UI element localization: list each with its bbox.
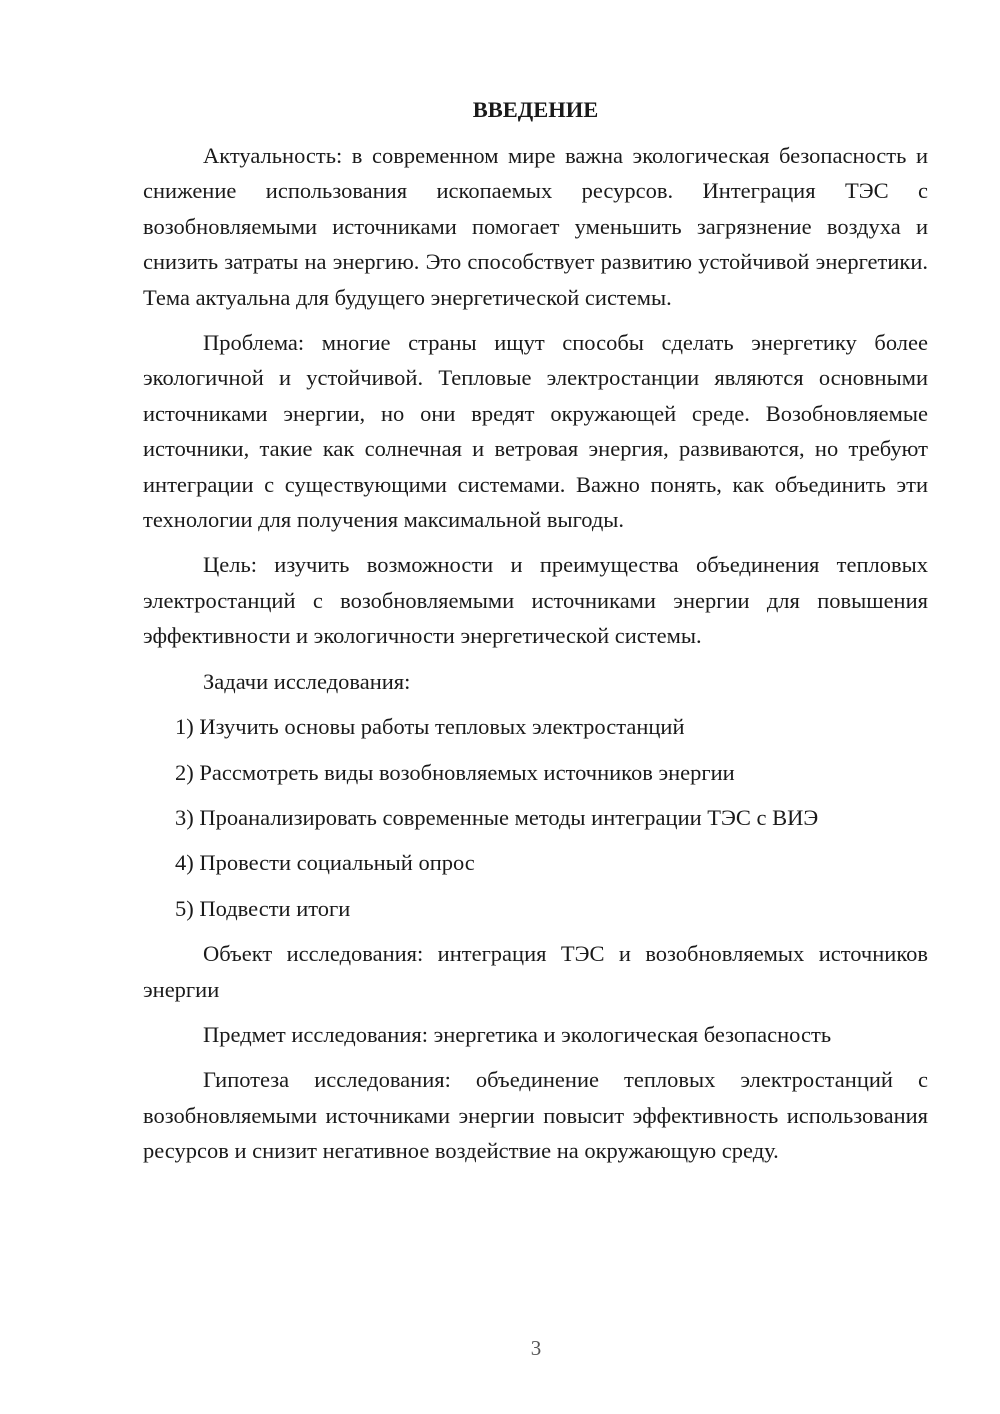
page-number: 3 [530,1336,542,1360]
task-item: 2) Рассмотреть виды возобновляемых источников энергии [175,759,735,785]
subject-paragraph: Предмет исследования: энергетика и экологическая безопасность [203,1021,832,1047]
task-item: 4) Провести социальный опрос [175,850,475,876]
task-item: 1) Изучить основы работы тепловых электростанций [175,714,685,740]
task-item: 5) Подвести итоги [175,895,351,921]
problem-paragraph: Проблема: многие страны ищут способы сделать энергетику более экологичной и устойчивой. Тепловые электростанции являются основными источниками энергии, но они вредят окружающей среде. Возобновляемые источники, такие как солнечная и ветровая энергия, развиваются, но требуют интеграции с существующими системами. Важно понять, как объединить эти технологии для получения максимальной выгоды. [143,330,928,533]
hypothesis-paragraph: Гипотеза исследования: объединение тепловых электростанций с возобновляемыми источниками энергии повысит эффективность использования ресурсов и снизит негативное воздействие на окружающую среду. [143,1067,928,1164]
object-paragraph: Объект исследования: интеграция ТЭС и возобновляемых источников энергии [143,941,928,1002]
tasks-title: Задачи исследования: [203,668,411,694]
task-item: 3) Проанализировать современные методы интеграции ТЭС с ВИЭ [175,804,819,830]
page-heading: ВВЕДЕНИЕ [472,97,599,122]
page-content [143,92,928,1179]
relevance-paragraph: Актуальность: в современном мире важна экологическая безопасность и снижение использования ископаемых ресурсов. Интеграция ТЭС с возобновляемыми источниками помогает уменьшить загрязнение воздуха и снизить затраты на энергию. Это способствует развитию устойчивой энергетики. Тема актуальна для будущего энергетической системы. [143,143,928,310]
tasks-list [143,709,928,926]
goal-paragraph: Цель: изучить возможности и преимущества объединения тепловых электростанций с возобновляемыми источниками энергии для повышения эффективности и экологичности энергетической системы. [143,552,928,649]
